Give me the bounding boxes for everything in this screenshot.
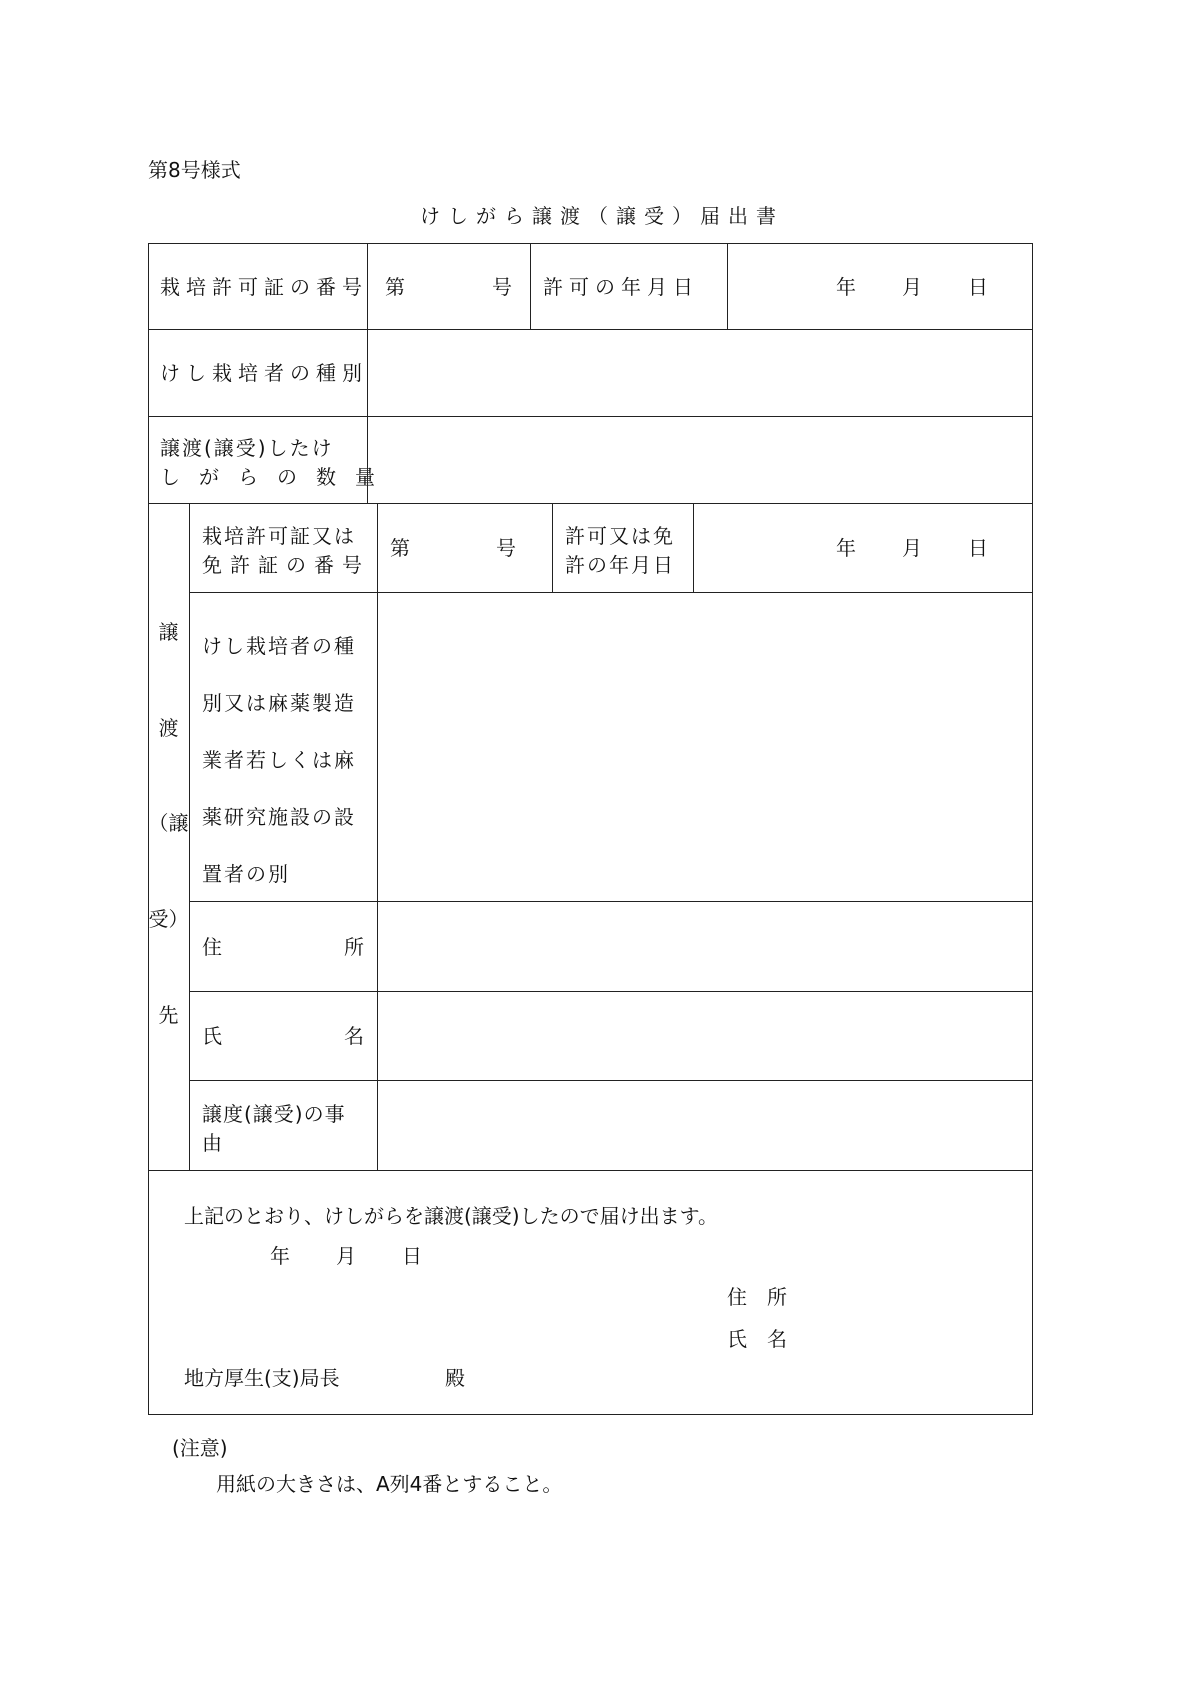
cp-address-field[interactable]: [377, 901, 1033, 992]
counterparty-side-label: [148, 503, 189, 1171]
honorific: 殿: [445, 1366, 465, 1390]
cp-date-month: 月: [902, 536, 922, 560]
date-day-label: 日: [968, 274, 988, 299]
side-char: 譲: [158, 620, 179, 645]
quantity-label-line1: 譲渡(譲受)したけ: [160, 436, 334, 460]
cp-type-label: [202, 618, 356, 903]
grower-type-label: けし栽培者の種別: [160, 361, 368, 385]
quantity-label-line2: しがらの数量: [160, 465, 394, 489]
addressee: 地方厚生(支)局長: [184, 1366, 340, 1390]
form-number: 第8号様式: [148, 158, 241, 182]
cp-type-label-line: 別又は麻薬製造: [202, 691, 356, 715]
cp-reason-label-line2: 由: [202, 1131, 222, 1155]
date-year-label: 年: [836, 274, 856, 299]
cp-date-label-line2: 許の年月日: [565, 553, 675, 577]
grower-type-field[interactable]: [367, 329, 1033, 417]
cp-license-prefix: 第: [390, 536, 410, 560]
declaration-name-label: 氏 名: [727, 1327, 787, 1351]
side-char: 渡: [158, 715, 179, 740]
cp-address-label-b: 所: [344, 934, 364, 959]
cp-date-label-line1: 許可又は免: [565, 524, 675, 548]
declaration-year: 年: [270, 1244, 290, 1268]
cp-date-year: 年: [836, 536, 856, 560]
side-char: （譲: [148, 811, 189, 836]
declaration-month: 月: [336, 1244, 356, 1268]
notes-heading: (注意): [172, 1436, 228, 1460]
cp-type-label-line: 置者の別: [202, 862, 290, 886]
notes-text: 用紙の大きさは、A列4番とすること。: [216, 1472, 563, 1496]
cp-type-field[interactable]: [377, 592, 1033, 902]
license-number-label: 栽培許可証の番号: [160, 274, 368, 299]
cp-reason-field[interactable]: [377, 1080, 1033, 1171]
cp-type-label-line: 薬研究施設の設: [202, 805, 356, 829]
declaration-address-label: 住 所: [727, 1285, 787, 1309]
side-char: 受）: [148, 907, 189, 932]
cp-address-label-a: 住: [202, 934, 222, 959]
cp-type-label-line: 業者若しくは麻: [202, 748, 356, 772]
cp-license-label-line2: 免許証の番号: [202, 553, 370, 577]
license-number-prefix: 第: [385, 274, 405, 299]
cp-name-field[interactable]: [377, 991, 1033, 1081]
cp-license-suffix: 号: [496, 536, 516, 560]
cp-date-day: 日: [968, 536, 988, 560]
cp-name-label-b: 名: [344, 1024, 364, 1048]
cp-reason-label-line1: 譲度(譲受)の事: [202, 1102, 346, 1126]
cp-license-label-line1: 栽培許可証又は: [202, 524, 356, 548]
cp-type-label-line: けし栽培者の種: [202, 634, 356, 658]
declaration-day: 日: [402, 1244, 422, 1268]
document-title: けしがら譲渡（譲受）届出書: [420, 204, 784, 228]
license-date-label: 許可の年月日: [543, 274, 699, 299]
cp-name-label-a: 氏: [202, 1024, 222, 1048]
license-number-suffix: 号: [492, 274, 512, 299]
declaration-statement: 上記のとおり、けしがらを譲渡(譲受)したので届け出ます。: [184, 1204, 719, 1228]
quantity-field[interactable]: [367, 416, 1033, 504]
side-char: 先: [158, 1002, 179, 1027]
date-month-label: 月: [902, 274, 922, 299]
